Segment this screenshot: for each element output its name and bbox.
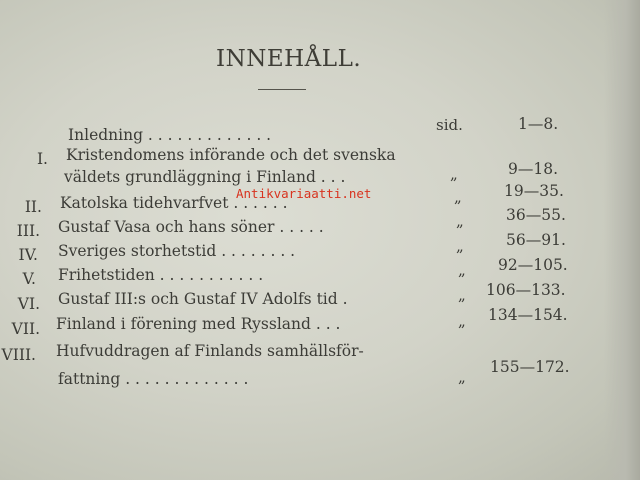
toc-entry-number: I. [36,150,48,168]
toc-entry-number: VII. [11,320,40,338]
toc-entry-number: VIII. [1,346,36,364]
toc-entry-pages: 9—18. [508,160,559,178]
ditto-mark: „ [456,237,464,255]
toc-entry-number: V. [22,270,36,288]
toc-entry-title: Inledning . . . . . . . . . . . . . [68,126,272,144]
toc-entry-pages: 56—91. [506,231,566,249]
ditto-mark: „ [456,212,464,230]
contents-heading: INNEHÅLL. [216,46,362,72]
toc-entry-title: Finland i förening med Ryssland . . . [56,315,341,333]
ditto-mark: „ [458,286,466,304]
ditto-mark: „ [454,188,462,206]
toc-entry-pages: 36—55. [506,206,566,224]
ditto-mark: „ [458,368,466,386]
toc-entry-pages: 92—105. [498,256,568,274]
toc-entry-number: IV. [18,246,38,264]
toc-entry-pages: 1—8. [518,115,559,133]
toc-entry-number: II. [24,198,42,216]
toc-entry-title-continued: fattning . . . . . . . . . . . . . [58,370,249,388]
ditto-mark: „ [458,261,466,279]
ditto-mark: „ [458,312,466,330]
toc-entry-pages: 155—172. [490,358,570,376]
page-edge-shadow [604,0,640,480]
toc-entry-title: Kristendomens införande och det svenska [66,146,396,164]
sid-label: sid. [436,116,463,134]
toc-entry-title: Sveriges storhetstid . . . . . . . . [58,242,296,260]
toc-entry-title: Frihetstiden . . . . . . . . . . . [58,266,264,284]
toc-entry-title: Gustaf Vasa och hans söner . . . . . [58,218,324,236]
toc-entry-number: VI. [17,295,40,313]
toc-entry-title: Hufvuddragen af Finlands samhällsför- [56,342,364,360]
toc-entry-title-continued: väldets grundläggning i Finland . . . [64,168,346,186]
toc-entry-title: Katolska tidehvarfvet . . . . . . [60,194,288,212]
toc-entry-title: Gustaf III:s och Gustaf IV Adolfs tid . [58,290,348,308]
ditto-mark: „ [450,165,458,183]
watermark-text: Antikvariaatti.net [236,186,372,201]
heading-rule [258,89,306,90]
toc-entry-pages: 134—154. [488,306,568,324]
toc-entry-pages: 106—133. [486,281,566,299]
toc-entry-pages: 19—35. [504,182,564,200]
toc-entry-number: III. [16,222,40,240]
